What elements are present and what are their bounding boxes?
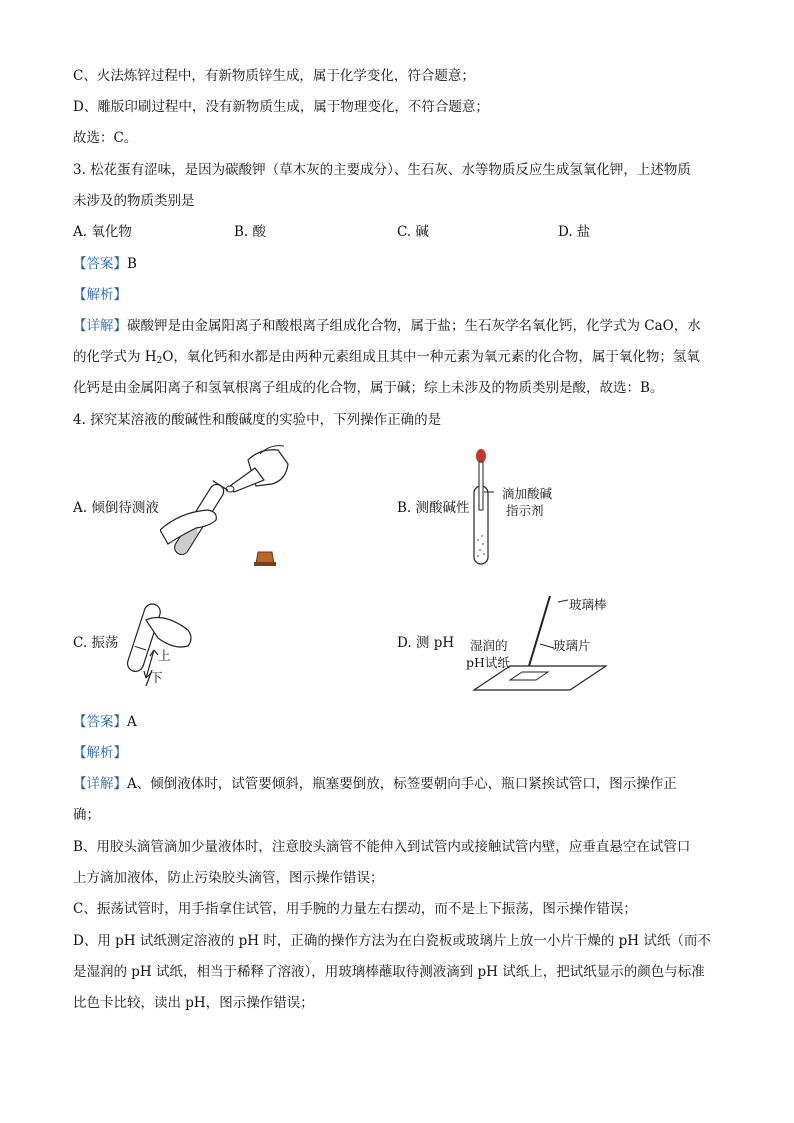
text-line: D、雕版印刷过程中，没有新物质生成，属于物理变化，不符合题意； [73,99,489,115]
detail-tag: 【详解】 [73,318,127,334]
answer-value: B [127,256,137,272]
answer-value: A [127,714,137,730]
detail-4-line3: B、用胶头滴管滴加少量液体时，注意胶头滴管不能伸入到试管内或接触试管内壁，应垂直悬空在试管口 [73,839,691,855]
question-3-stem: 3. 松花蛋有涩味，是因为碳酸钾（草木灰的主要成分）、生石灰、水等物质反应生成氢氧化钾，上述物质 [73,162,691,178]
detail-4-line4: 上方滴加液体，防止污染胶头滴管，图示操作错误； [73,870,384,886]
q4-option-d: D. 测 pH [397,635,455,651]
answer-3 [73,254,137,274]
q4-option-b: B. 测酸碱性 [397,500,470,516]
fig-d-glass-label: 玻璃片 [553,638,591,653]
detail-4-line8: 比色卡比较，读出 pH，图示操作错误； [73,995,314,1011]
question-3-stem-cont: 未涉及的物质类别是 [73,193,195,209]
q3-option-b: B. 酸 [234,224,267,240]
detail-4-line7: 是湿润的 pH 试纸，相当于稀释了溶液），用玻璃棒蘸取待测液滴到 pH 试纸上，把试纸显示的颜色与标准 [73,964,705,980]
answer-tag: 【答案】 [73,256,127,272]
detail-text: O，氧化钙和水都是由两种元素组成且其中一种元素为氧元素的化合物，属于氧化物；氢氧 [162,349,700,365]
fig-d-rod-label: 玻璃棒 [569,597,607,612]
text-line: C、火法炼锌过程中，有新物质锌生成，属于化学变化，符合题意； [73,68,475,84]
fig-b-label-2: 指示剂 [506,503,544,518]
q3-option-a: A. 氧化物 [73,224,132,240]
fig-c-up: 上 [158,648,171,663]
analysis-tag: 【解析】 [73,287,127,303]
detail-text: A、倾倒液体时，试管要倾斜，瓶塞要倒放，标签要朝向手心，瓶口紧挨试管口，图示操作正 [127,776,677,792]
detail-3-line1 [73,316,701,336]
detail-4-line2: 确； [73,807,100,823]
fig-d-paper-label-1: 湿润的 [470,638,508,653]
analysis-tag-3 [73,285,127,305]
detail-4-line6: D、用 pH 试纸测定溶液的 pH 时，正确的操作方法为在白瓷板或玻璃片上放一小片干燥的 pH 试纸（而不 [73,933,711,949]
subscript: 2 [156,356,163,366]
analysis-tag-4 [73,743,127,763]
text-line: 故选：C。 [73,130,138,146]
answer-tag: 【答案】 [73,714,127,730]
detail-text: 的化学式为 H [73,349,157,365]
detail-4-line5: C、振荡试管时，用手指拿住试管，用手腕的力量左右摆动，而不是上下振荡，图示操作错误； [73,901,637,917]
detail-3-line3: 化钙是由金属阳离子和氢氧根离子组成的化合物，属于碱；综上未涉及的物质类别是酸，故选：B。 [73,380,664,396]
analysis-tag: 【解析】 [73,745,127,761]
detail-tag: 【详解】 [73,776,127,792]
figure-pouring-liquid [160,440,310,575]
answer-4 [73,712,137,732]
detail-3-line2 [73,347,700,371]
fig-c-down: 下 [150,670,163,685]
fig-b-label-1: 滴加酸碱 [502,486,553,501]
q4-option-c: C. 振荡 [73,635,119,651]
q4-option-a: A. 倾倒待测液 [73,500,159,516]
detail-4-line1 [73,774,677,794]
fig-d-paper-label-2: pH试纸 [466,655,510,670]
q3-option-c: C. 碱 [397,224,429,240]
detail-text: 碳酸钾是由金属阳离子和酸根离子组成化合物，属于盐；生石灰学名氧化钙，化学式为 CaO，水 [127,318,701,334]
question-4-stem: 4. 探究某溶液的酸碱性和酸碱度的实验中，下列操作正确的是 [73,412,442,428]
q3-option-d: D. 盐 [558,224,591,240]
